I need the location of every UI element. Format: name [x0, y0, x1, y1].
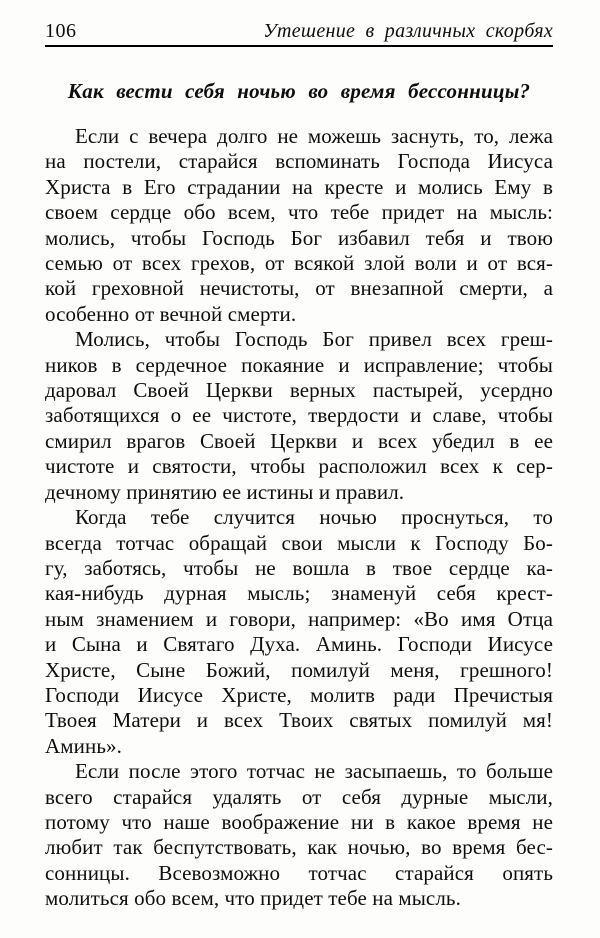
text-line: ников в сердечное покаяние и исправление; чтобы	[45, 352, 553, 377]
text-line: семью от всех грехов, от всякой злой воли и от вся-	[45, 251, 553, 276]
text-line: Если после этого тотчас не засыпаешь, то больше	[75, 759, 553, 784]
text-line: всегда тотчас обращай свои мысли к Господу Бо-	[45, 530, 553, 555]
text-line: ным знамением и говори, например: «Во имя Отца	[45, 606, 553, 631]
text-line: молиться обо всем, что придет тебе на мысль.	[45, 886, 461, 911]
text-line: смирил врагов Своей Церкви и всех убедил в ее	[45, 428, 553, 453]
text-line: даровал Своей Церкви верных пастырей, усердно	[45, 378, 553, 403]
page-header	[45, 20, 553, 42]
paragraph	[45, 327, 553, 505]
text-line: Аминь».	[45, 733, 122, 758]
paragraph	[45, 124, 553, 327]
text-line: чистоте и святости, чтобы расположил всех к сер-	[45, 454, 553, 479]
text-line: всего старайся удалять от себя дурные мысли,	[45, 784, 553, 809]
text-line: потому что наше воображение ни в какое время не	[45, 809, 553, 834]
text-line: гу, заботясь, чтобы не вошла в твое сердце ка-	[45, 555, 553, 580]
text-line: Твоея Матери и всех Твоих святых помилуй мя!	[45, 708, 553, 733]
text-line: особенно от вечной смерти.	[45, 301, 297, 326]
paragraph	[45, 759, 553, 911]
text-line: Господи Иисусе Христе, молитв ради Пречистыя	[45, 682, 553, 707]
text-line: сонницы. Всевозможно тотчас старайся опять	[45, 860, 553, 885]
text-line: Христе, Сыне Божий, помилуй меня, грешного!	[45, 657, 553, 682]
text-line: заботящихся о ее чистоте, твердости и славе, чтобы	[45, 403, 553, 428]
chapter-title: Как вести себя ночью во время бессонницы?	[67, 79, 531, 103]
header-rule	[45, 45, 553, 47]
text-line: кая-нибудь дурная мысль; знаменуй себя крест-	[45, 581, 553, 606]
running-header-title: Утешение в различных скорбях	[263, 20, 553, 42]
text-line: Если с вечера долго не можешь заснуть, то, лежа	[75, 124, 553, 148]
text-line: Когда тебе случится ночью проснуться, то	[75, 505, 553, 530]
text-line: Христа в Его страдании на кресте и молись Ему в	[45, 174, 553, 199]
text-line: кой греховной нечистоты, от внезапной смерти, а	[45, 276, 553, 301]
text-line: молись, чтобы Господь Бог избавил тебя и твою	[45, 225, 553, 250]
body-text	[45, 124, 553, 912]
text-line: и Сына и Святаго Духа. Аминь. Господи Иисусе	[45, 632, 553, 657]
text-line: Молись, чтобы Господь Бог привел всех греш-	[75, 327, 553, 352]
paragraph	[45, 505, 553, 759]
text-line: любит так беспутствовать, как ночью, во время бес-	[45, 835, 553, 860]
text-line: на постели, старайся вспоминать Господа Иисуса	[45, 149, 553, 174]
page-number: 106	[45, 20, 77, 42]
text-line: своем сердце обо всем, что тебе придет на мысль:	[45, 200, 553, 225]
text-line: дечному принятию ее истины и правил.	[45, 479, 405, 504]
